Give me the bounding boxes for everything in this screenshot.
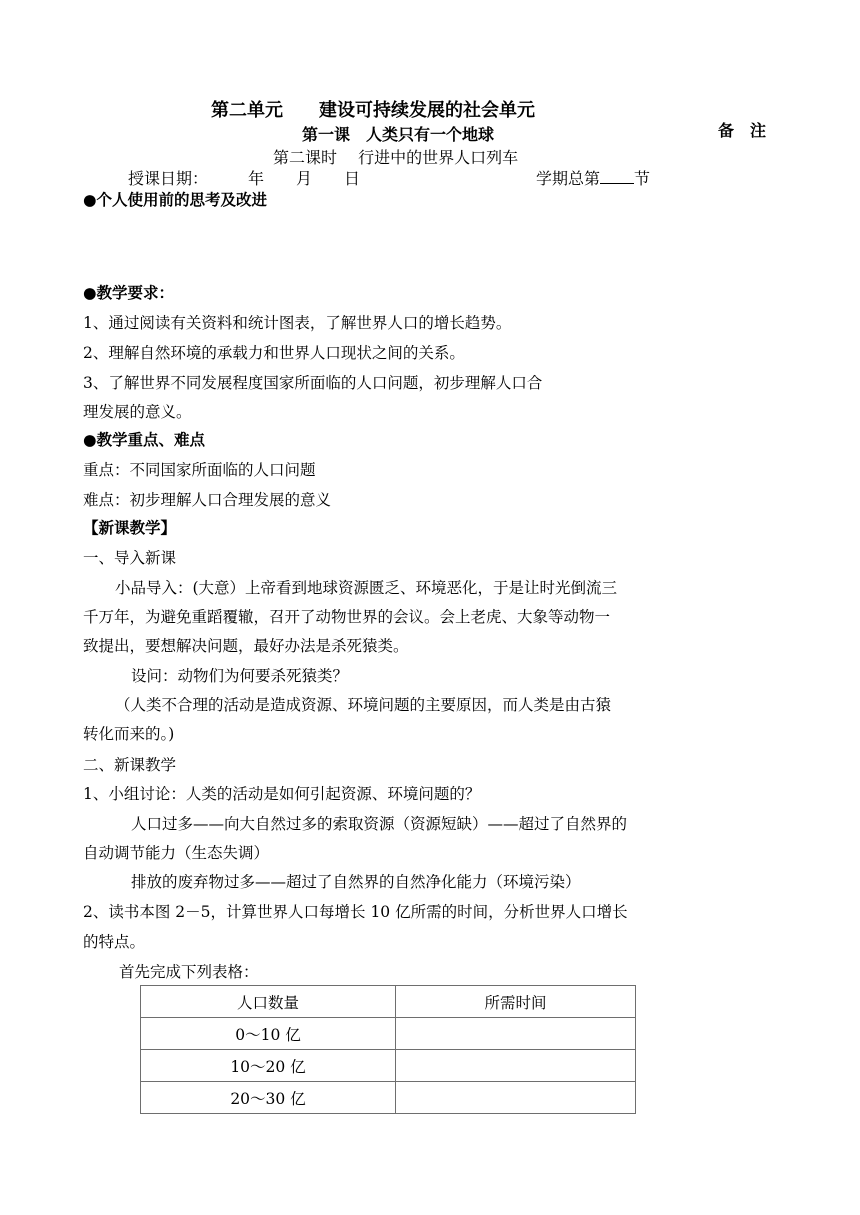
population-cell: 20～30 亿 <box>141 1082 396 1114</box>
reflection-heading: ●个人使用前的思考及改进 <box>83 190 268 209</box>
table-row <box>141 1082 636 1114</box>
date-label: 授课日期： 年 月 日 <box>128 169 361 188</box>
intro-line: 千万年，为避免重蹈覆辙，召开了动物世界的会议。会上老虎、大象等动物一 <box>83 608 611 626</box>
term-prefix: 学期总第 <box>536 169 601 188</box>
table-header-population: 人口数量 <box>141 986 396 1018</box>
requirements-heading: ●教学要求： <box>83 283 175 302</box>
discussion-question: 1、小组讨论：人类的活动是如何引起资源、环境问题的？ <box>83 785 481 803</box>
requirement-item: 3、了解世界不同发展程度国家所面临的人口问题，初步理解人口合 <box>83 374 543 392</box>
answer-line: 转化而来的。) <box>83 725 175 743</box>
reading-line: 2、读书本图 2－5，计算世界人口每增长 10 亿所需的时间，分析世界人口增长 <box>83 903 628 921</box>
time-cell[interactable] <box>396 1050 636 1082</box>
unit-title: 第二单元 建设可持续发展的社会单元 <box>211 100 535 121</box>
requirement-item: 2、理解自然环境的承载力和世界人口现状之间的关系。 <box>83 344 465 362</box>
table-intro: 首先完成下列表格： <box>119 963 259 981</box>
requirement-item: 1、通过阅读有关资料和统计图表，了解世界人口的增长趋势。 <box>83 314 512 332</box>
time-cell[interactable] <box>396 1082 636 1114</box>
time-cell[interactable] <box>396 1018 636 1050</box>
requirement-item: 理发展的意义。 <box>83 403 192 421</box>
population-cell: 0～10 亿 <box>141 1018 396 1050</box>
question: 设问：动物们为何要杀死猿类？ <box>131 667 349 685</box>
answer-line: （人类不合理的活动是造成资源、环境问题的主要原因，而人类是由古猿 <box>115 696 612 714</box>
term-suffix: 节 <box>634 169 651 188</box>
key-points-heading: ●教学重点、难点 <box>83 430 206 449</box>
notes-label: 备 注 <box>718 121 767 140</box>
table-header-row <box>141 986 636 1018</box>
intro-line: 致提出，要想解决问题，最好办法是杀死猿类。 <box>83 637 409 655</box>
new-lesson-heading: 【新课教学】 <box>83 518 177 537</box>
intro-heading: 一、导入新课 <box>83 549 177 567</box>
lesson-title: 第一课 人类只有一个地球 <box>302 125 495 144</box>
discussion-line: 排放的废弃物过多——超过了自然界的自然净化能力（环境污染） <box>131 873 581 891</box>
difficult-point: 难点：初步理解人口合理发展的意义 <box>83 491 332 509</box>
term-lesson-count <box>536 166 650 189</box>
discussion-line: 人口过多——向大自然过多的索取资源（资源短缺）——超过了自然界的 <box>131 815 628 833</box>
intro-line: 小品导入：(大意）上帝看到地球资源匮乏、环境恶化，于是让时光倒流三 <box>115 579 618 597</box>
teaching-heading: 二、新课教学 <box>83 756 177 774</box>
table-row <box>141 1050 636 1082</box>
population-cell: 10～20 亿 <box>141 1050 396 1082</box>
lesson-number-blank <box>600 169 634 184</box>
table-header-time: 所需时间 <box>396 986 636 1018</box>
table-row <box>141 1018 636 1050</box>
discussion-line: 自动调节能力（生态失调） <box>83 844 270 862</box>
key-point: 重点：不同国家所面临的人口问题 <box>83 461 316 479</box>
reading-line: 的特点。 <box>83 933 146 951</box>
period-title: 第二课时 行进中的世界人口列车 <box>273 148 519 167</box>
population-table <box>140 985 636 1114</box>
